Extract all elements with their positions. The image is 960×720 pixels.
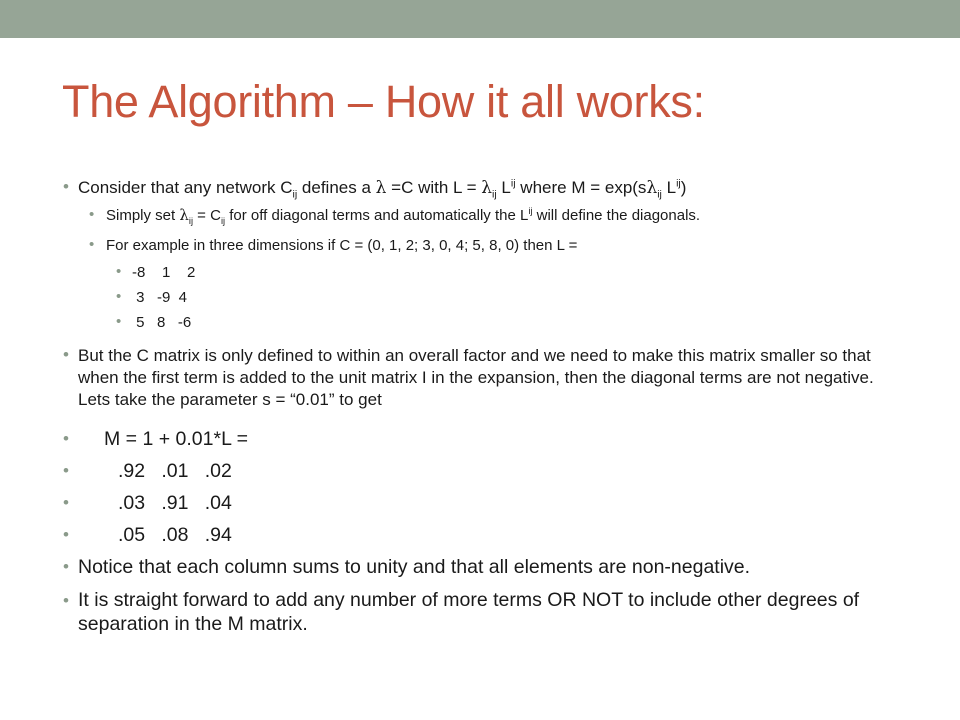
- bullet-dot-icon: •: [63, 525, 69, 544]
- bullet-M-equation: M = 1 + 0.01*L =: [104, 428, 249, 450]
- bullet-dot-icon: •: [63, 493, 69, 512]
- bullet-dot-icon: •: [63, 461, 69, 480]
- bullet-dot-icon: •: [116, 263, 122, 280]
- bullet-C-matrix-scaling: But the C matrix is only defined to within an overall factor and we need to make this matrix smaller so that when the first term is added to the unit matrix I in the expansion, then the diagonal terms are not negative. Lets take the parameter s = “0.01” to get: [78, 346, 874, 410]
- bullet-dot-icon: •: [63, 429, 69, 448]
- bullet-dot-icon: •: [89, 236, 95, 253]
- bullet-three-dimensions-example: For example in three dimensions if C = (0, 1, 2; 3, 0, 4; 5, 8, 0) then L =: [106, 237, 578, 254]
- bullet-simply-set: Simply set $\lambda_{ij} = C_{ij}$ for off diagonal terms and automatically the $L^{ij}$ will define the diagonals.: [106, 206, 701, 226]
- L-matrix-row: -8 1 2: [132, 264, 196, 281]
- L-matrix-row: 3 -9 4: [132, 289, 188, 306]
- bullet-network-definition: Consider that any network $C_{ij}$ defines a λ =C with $L = \lambda_{ij}$ $L^{ij}$ where $M = \exp(s\lambda_{ij}$ $L^{ij}$): [78, 177, 687, 201]
- bullet-dot-icon: •: [63, 557, 69, 576]
- bullet-dot-icon: •: [116, 288, 122, 305]
- M-matrix-row: .03 .91 .04: [118, 492, 232, 514]
- bullet-dot-icon: •: [89, 206, 95, 223]
- slide-title: The Algorithm – How it all works:: [62, 76, 705, 127]
- bullet-dot-icon: •: [63, 177, 69, 196]
- bullet-dot-icon: •: [63, 345, 69, 364]
- bullet-dot-icon: •: [116, 313, 122, 330]
- bullet-dot-icon: •: [63, 591, 69, 610]
- bullet-more-terms: It is straight forward to add any number of more terms OR NOT to include other degrees of separation in the M matrix.: [78, 589, 860, 635]
- L-matrix-row: 5 8 -6: [132, 314, 192, 331]
- M-matrix-row: .05 .08 .94: [118, 524, 232, 546]
- bullet-column-sums: Notice that each column sums to unity and that all elements are non-negative.: [78, 556, 751, 578]
- M-matrix-row: .92 .01 .02: [118, 460, 232, 482]
